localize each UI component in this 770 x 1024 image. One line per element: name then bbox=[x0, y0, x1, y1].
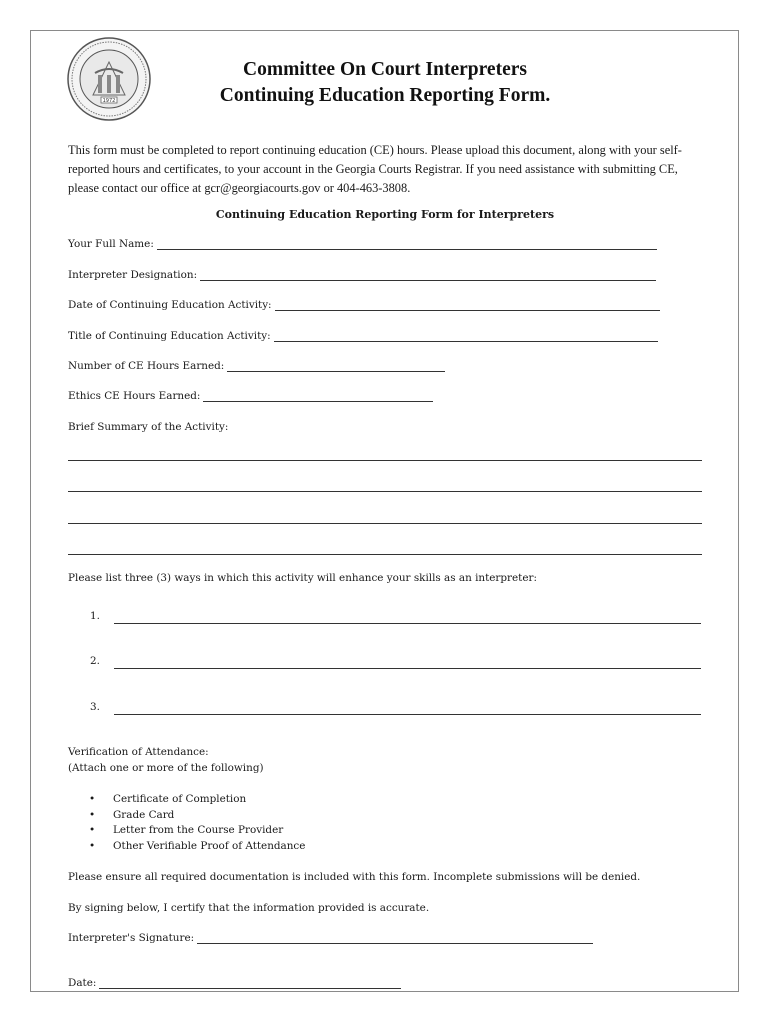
full-name-label: Your Full Name: bbox=[68, 238, 154, 250]
bullet-icon: • bbox=[89, 793, 96, 805]
designation-row bbox=[68, 269, 656, 281]
documentation-notice: Please ensure all required documentation is included with this form. Incomplete submissions will be denied. bbox=[68, 871, 641, 883]
bullet-icon: • bbox=[89, 839, 96, 852]
title-activity-label: Title of Continuing Education Activity: bbox=[68, 330, 271, 342]
ethics-hours-label: Ethics CE Hours Earned: bbox=[68, 390, 201, 402]
ethics-hours-field[interactable] bbox=[203, 391, 433, 402]
form-subheading: Continuing Education Reporting Form for Interpreters bbox=[215, 208, 555, 221]
ethics-hours-row bbox=[68, 390, 433, 402]
skill-line-2[interactable] bbox=[114, 668, 701, 669]
list-item: • Certificate of Completion bbox=[86, 792, 305, 808]
signature-row bbox=[68, 932, 593, 944]
ce-hours-label: Number of CE Hours Earned: bbox=[68, 360, 225, 372]
date-field[interactable] bbox=[99, 978, 401, 989]
summary-line-4[interactable] bbox=[68, 554, 702, 555]
date-activity-field[interactable] bbox=[275, 300, 660, 311]
certify-statement: By signing below, I certify that the information provided is accurate. bbox=[68, 902, 430, 914]
skills-prompt: Please list three (3) ways in which this activity will enhance your skills as an interpreter: bbox=[68, 572, 537, 584]
bullet-icon: • bbox=[89, 824, 96, 836]
skill-line-3[interactable] bbox=[114, 714, 701, 715]
summary-label: Brief Summary of the Activity: bbox=[68, 421, 229, 433]
date-activity-label: Date of Continuing Education Activity: bbox=[68, 299, 272, 311]
svg-text:1972: 1972 bbox=[102, 98, 116, 104]
skill-number-1: 1. bbox=[90, 610, 100, 622]
title-activity-row bbox=[68, 330, 658, 342]
intro-paragraph: This form must be completed to report continuing education (CE) hours. Please upload this document, along with your self-reported hours and certificates, to your account in the Georgia Courts Registrar. If you need assistance with submitting CE, please contact our office at gcr@georgiacourts.gov or 404-463-3808. bbox=[68, 143, 682, 195]
skill-number-3: 3. bbox=[90, 701, 100, 713]
ce-hours-field[interactable] bbox=[227, 361, 445, 372]
list-item: • Other Verifiable Proof of Attendance bbox=[86, 839, 305, 855]
designation-field[interactable] bbox=[200, 270, 656, 281]
verification-heading: Verification of Attendance: bbox=[68, 746, 209, 758]
skill-number-2: 2. bbox=[90, 655, 100, 667]
summary-line-3[interactable] bbox=[68, 523, 702, 524]
form-title-line2: Continuing Education Reporting Form. bbox=[219, 85, 551, 106]
verification-subheading: (Attach one or more of the following) bbox=[68, 762, 264, 774]
ce-hours-row bbox=[68, 360, 445, 372]
date-row bbox=[68, 977, 401, 989]
bullet-icon: • bbox=[89, 808, 96, 821]
form-title-line1: Committee On Court Interpreters bbox=[243, 59, 527, 80]
date-activity-row bbox=[68, 299, 660, 311]
signature-label: Interpreter's Signature: bbox=[68, 932, 195, 944]
list-item: • Grade Card bbox=[86, 808, 305, 824]
designation-label: Interpreter Designation: bbox=[68, 269, 198, 281]
verification-list bbox=[86, 792, 305, 854]
signature-field[interactable] bbox=[197, 933, 593, 944]
date-label: Date: bbox=[68, 977, 97, 989]
title-activity-field[interactable] bbox=[274, 331, 658, 342]
full-name-row bbox=[68, 238, 657, 250]
full-name-field[interactable] bbox=[157, 239, 657, 250]
list-item: • Letter from the Course Provider bbox=[86, 823, 305, 839]
skill-line-1[interactable] bbox=[114, 623, 701, 624]
summary-line-1[interactable] bbox=[68, 460, 702, 461]
summary-line-2[interactable] bbox=[68, 491, 702, 492]
